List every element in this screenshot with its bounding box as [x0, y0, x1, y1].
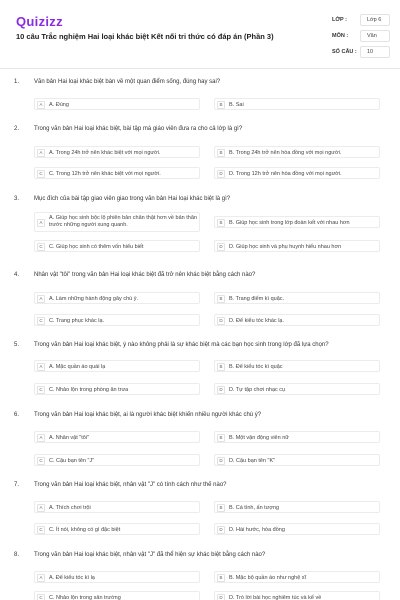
option-text: A. Giúp học sinh bộc lộ phiên bản chân thật hơn về bản thân trước những người xung quanh. — [49, 215, 197, 228]
question-number: 2. — [14, 126, 20, 132]
option-d[interactable] — [214, 523, 380, 535]
option-text: A. Đúng — [49, 102, 69, 108]
option-text: A. Thích chơi trội — [49, 505, 91, 511]
option-a[interactable] — [34, 571, 200, 583]
option-letter: B — [217, 101, 225, 109]
question-number: 3. — [14, 196, 20, 202]
question-number: 7. — [14, 482, 20, 488]
option-d[interactable] — [214, 240, 380, 252]
option-letter: A — [37, 434, 45, 442]
option-c[interactable] — [34, 591, 200, 600]
option-c[interactable] — [34, 240, 200, 252]
header-divider — [0, 68, 400, 69]
option-letter: C — [37, 170, 45, 178]
option-letter: D — [217, 457, 225, 465]
question-text: Trong văn bản Hai loại khác biệt, ý nào không phải là sự khác biệt mà các bạn học sinh trong lớp đã lựa chọn? — [34, 342, 329, 348]
option-letter: C — [37, 386, 45, 394]
question-text: Trong văn bản Hai loại khác biệt, nhân vật "J" đã thể hiện sự khác biệt bằng cách nào? — [34, 552, 266, 558]
option-text: B. Mặc bộ quần áo như nghệ sĩ — [229, 575, 307, 581]
option-text: D. Giúp học sinh và phụ huynh hiểu nhau hơn — [229, 244, 342, 250]
option-b[interactable] — [214, 360, 380, 372]
option-text: B. Trong 24h trở nên hòa đồng với mọi người. — [229, 150, 342, 156]
option-a[interactable] — [34, 212, 200, 232]
worksheet-header — [0, 0, 400, 66]
question-text: Trong văn bản Hai loại khác biệt, ai là người khác biệt khiến nhiều người khác chú ý? — [34, 412, 262, 418]
option-d[interactable] — [214, 167, 380, 179]
option-letter: D — [217, 386, 225, 394]
option-letter: C — [37, 594, 45, 600]
option-text: D. Tự tập chơi nhạc cụ — [229, 387, 286, 393]
option-letter: B — [217, 149, 225, 157]
question-text: Nhân vật "tôi" trong văn bản Hai loại khác biệt đã trở nên khác biệt bằng cách nào? — [34, 272, 256, 278]
question-number: 5. — [14, 342, 20, 348]
meta-row-grade — [332, 14, 392, 28]
option-text: D. Cậu bạn tên "K" — [229, 458, 276, 464]
option-text: B. Giúp học sinh trong lớp đoàn kết với nhau hơn — [229, 220, 350, 226]
option-text: A. Làm những hành động gây chú ý. — [49, 296, 138, 302]
option-b[interactable] — [214, 98, 380, 110]
option-text: B. Trang điểm kì quặc. — [229, 296, 285, 302]
option-letter: D — [217, 243, 225, 251]
option-text: C. Giúp học sinh có thêm vốn hiểu biết — [49, 244, 144, 250]
option-letter: A — [37, 219, 45, 227]
meta-label-question-count: SỐ CÂU : — [332, 49, 357, 55]
option-text: C. Nhảo lộn trong sân trường — [49, 595, 121, 600]
option-letter: D — [217, 594, 225, 600]
option-c[interactable] — [34, 454, 200, 466]
question-number: 8. — [14, 552, 20, 558]
meta-row-subject — [332, 30, 392, 44]
option-a[interactable] — [34, 431, 200, 443]
option-letter: A — [37, 295, 45, 303]
option-b[interactable] — [214, 431, 380, 443]
question-number: 1. — [14, 79, 20, 85]
option-letter: B — [217, 219, 225, 227]
option-a[interactable] — [34, 360, 200, 372]
option-c[interactable] — [34, 314, 200, 326]
option-letter: D — [217, 317, 225, 325]
option-c[interactable] — [34, 383, 200, 395]
option-letter: A — [37, 574, 45, 582]
option-b[interactable] — [214, 501, 380, 513]
option-c[interactable] — [34, 167, 200, 179]
option-letter: D — [217, 526, 225, 534]
option-letter: A — [37, 101, 45, 109]
option-text: B. Sai — [229, 102, 244, 108]
option-a[interactable] — [34, 501, 200, 513]
question-number: 4. — [14, 272, 20, 278]
option-letter: A — [37, 363, 45, 371]
option-text: C. Trang phục khác lạ. — [49, 318, 105, 324]
option-text: C. Cậu bạn tên "J" — [49, 458, 95, 464]
option-b[interactable] — [214, 216, 380, 228]
option-letter: B — [217, 363, 225, 371]
question-text: Văn bản Hai loại khác biệt bàn về một quan điểm sống, đúng hay sai? — [34, 79, 221, 85]
option-b[interactable] — [214, 292, 380, 304]
option-d[interactable] — [214, 454, 380, 466]
option-letter: A — [37, 504, 45, 512]
meta-value-question-count: 10 — [360, 46, 390, 58]
worksheet-title: 10 câu Trắc nghiệm Hai loại khác biệt Kết nối tri thức có đáp án (Phần 3) — [16, 32, 274, 41]
option-text: C. Trong 12h trở nên khác biệt với mọi người. — [49, 171, 161, 177]
worksheet-meta — [332, 14, 392, 62]
meta-row-question-count — [332, 46, 392, 60]
question-text: Trong văn bản Hai loại khác biệt, nhân vật "J" có tính cách như thế nào? — [34, 482, 227, 488]
option-letter: B — [217, 295, 225, 303]
option-text: C. Nhảo lộn trong phòng ăn trưa — [49, 387, 129, 393]
option-text: B. Để kiểu tóc kì quặc — [229, 364, 283, 370]
option-c[interactable] — [34, 523, 200, 535]
meta-value-subject: Văn — [360, 30, 390, 42]
question-text: Mục đích của bài tập giao viên giao trong văn bản Hai loại khác biệt là gì? — [34, 196, 231, 202]
option-letter: C — [37, 317, 45, 325]
option-letter: C — [37, 526, 45, 534]
option-text: A. Nhân vật "tôi" — [49, 435, 89, 441]
meta-label-subject: MÔN : — [332, 33, 349, 39]
option-text: C. Ít nói, không có gì đặc biệt — [49, 527, 121, 533]
option-letter: A — [37, 149, 45, 157]
question-number: 6. — [14, 412, 20, 418]
option-a[interactable] — [34, 146, 200, 158]
option-text: D. Trò lời bài học nghiêm túc và kể về — [229, 595, 322, 600]
option-text: B. Một vận động viên nữ — [229, 435, 289, 441]
option-d[interactable] — [214, 383, 380, 395]
option-letter: C — [37, 243, 45, 251]
option-d[interactable] — [214, 591, 380, 600]
option-letter: C — [37, 457, 45, 465]
option-letter: B — [217, 504, 225, 512]
meta-label-grade: LỚP : — [332, 17, 347, 23]
meta-value-grade: Lớp 6 — [360, 14, 390, 26]
option-text: D. Hài hước, hòa đồng — [229, 527, 285, 533]
option-text: D. Trong 12h trở nên hòa đồng với mọi người. — [229, 171, 342, 177]
option-letter: D — [217, 170, 225, 178]
option-text: D. Để kiểu tóc khác lạ. — [229, 318, 285, 324]
option-text: B. Cá tính, ấn tượng — [229, 505, 280, 511]
option-d[interactable] — [214, 314, 380, 326]
option-text: A. Để kiểu tóc kì lạ — [49, 575, 95, 581]
option-a[interactable] — [34, 98, 200, 110]
option-text: A. Mặc quần áo quái lạ — [49, 364, 106, 370]
option-letter: B — [217, 574, 225, 582]
option-letter: B — [217, 434, 225, 442]
quizizz-logo: Quizizz — [16, 14, 63, 29]
option-a[interactable] — [34, 292, 200, 304]
option-b[interactable] — [214, 146, 380, 158]
option-b[interactable] — [214, 571, 380, 583]
option-text: A. Trong 24h trở nên khác biệt với mọi người. — [49, 150, 161, 156]
question-text: Trong văn bản Hai loại khác biệt, bài tập mà giáo viên đưa ra cho cả lớp là gì? — [34, 126, 243, 132]
